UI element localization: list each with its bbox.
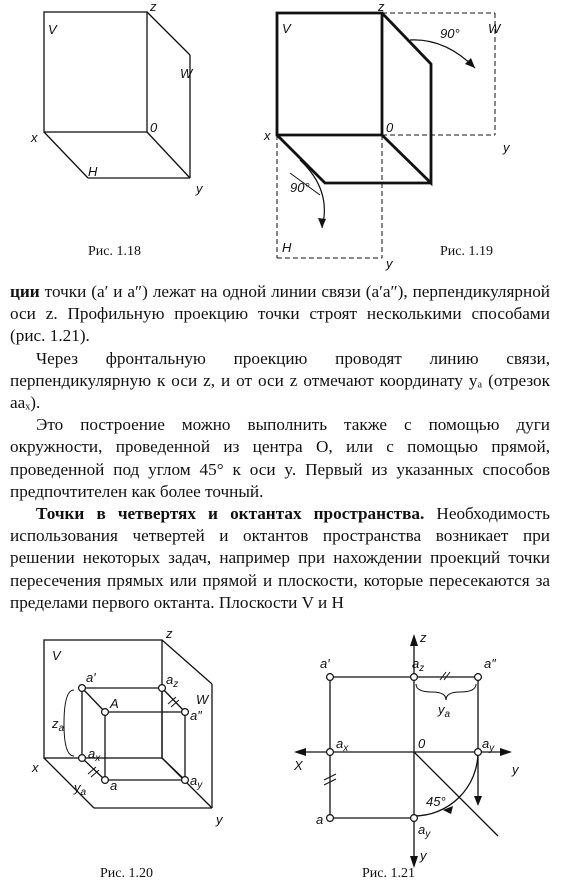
fig18-label-z: z: [150, 0, 157, 14]
fig19-label-w: W: [488, 21, 501, 36]
fig20-label-x: x: [32, 760, 39, 775]
fig20-label-a-dprime: a″: [190, 708, 202, 723]
paragraph-4-heading: Точки в четвертях и октантах пространства.: [36, 504, 425, 524]
paragraph-4: [10, 503, 550, 614]
fig19-label-y-right: y: [503, 140, 510, 155]
figure-1-18: [0, 0, 280, 270]
fig18-label-x: x: [31, 130, 38, 145]
paragraph-1-start: ции: [10, 282, 40, 301]
fig21-label-az: $a_z$: [412, 656, 425, 674]
fig21-label-y-right: y: [512, 762, 519, 777]
fig20-label-ya: $y_a$: [74, 780, 87, 798]
fig21-label-a: a: [316, 812, 324, 827]
fig21-label-ya: $y_a$: [438, 702, 451, 720]
fig19-angle-top: 90°: [440, 26, 460, 41]
fig19-caption: Рис. 1.19: [440, 244, 493, 259]
fig20-caption: Рис. 1.20: [100, 866, 153, 881]
fig21-label-angle: 45°: [426, 794, 446, 809]
fig18-label-y: y: [196, 181, 203, 196]
fig19-label-h: H: [282, 240, 292, 255]
fig21-label-x: X: [294, 758, 303, 773]
fig20-label-a-prime: a′: [86, 670, 96, 685]
fig20-label-za: $z_a$: [52, 716, 65, 734]
fig18-label-w: W: [180, 66, 193, 81]
fig20-label-z: z: [166, 626, 173, 641]
fig20-label-A: A: [110, 696, 119, 711]
fig19-label-z: z: [378, 0, 385, 14]
fig21-label-z: z: [420, 630, 427, 645]
fig20-label-a: a: [110, 778, 118, 793]
paragraph-1: [10, 281, 550, 348]
fig18-label-o: 0: [150, 120, 158, 135]
fig21-label-a-prime: a′: [320, 656, 330, 671]
fig21-caption: Рис. 1.21: [362, 866, 415, 881]
paragraph-1-rest: точки (a′ и a″) лежат на одной линии связи (a′a″), перпендикулярной оси z. Профильную проекцию точки строят несколькими способами (рис. 1.21).: [10, 282, 550, 346]
fig19-label-v: V: [282, 21, 291, 36]
figure-1-19: [260, 0, 560, 275]
figure-1-20: [0, 620, 280, 889]
fig18-label-v: V: [48, 22, 57, 37]
paragraph-3: Это построение можно выполнить также с помощью дуги окружности, проведенной из центра O, или с помощью прямой, проведенной под углом 45° к оси y. Первый из указанных способов предпочтителен как более точный.: [10, 415, 550, 501]
fig19-label-y-bottom: y: [386, 256, 393, 271]
fig21-label-ay-bottom: $a_y$: [418, 822, 431, 840]
fig20-label-ay: $a_y$: [190, 773, 203, 791]
figure-1-21: [280, 620, 562, 889]
fig21-label-o: 0: [418, 736, 426, 751]
fig21-label-y-bottom: y: [420, 848, 427, 863]
fig18-caption: Рис. 1.18: [88, 244, 141, 259]
fig20-label-az: $a_z$: [166, 672, 179, 690]
fig19-label-x: x: [264, 128, 271, 143]
fig20-label-y: y: [216, 812, 223, 827]
body-text: [10, 281, 550, 614]
fig21-label-ax: $a_x$: [336, 736, 349, 754]
fig19-label-o: 0: [386, 120, 394, 135]
paragraph-4-rest: Необходимость использования четвертей и октантов пространства возникает при решении некоторых задач, например при нахождении проекций точки пересечения прямых или прямой и плоскости, которые пересекаются за пределами первого октанта. Плоскости V и H: [10, 504, 550, 612]
fig20-label-v: V: [52, 648, 61, 663]
fig18-label-h: H: [88, 164, 98, 179]
fig20-label-ax: $a_x$: [88, 746, 101, 764]
fig20-label-w: W: [196, 692, 209, 707]
fig21-label-a-dprime: a″: [484, 656, 496, 671]
paragraph-2: Через фронтальную проекцию проводят линию связи, перпендикулярную к оси z, и от оси z отмечают координату yₐ (отрезок aaₓ).: [10, 348, 550, 413]
fig19-angle-bottom: 90°: [290, 180, 310, 195]
fig21-label-ay-right: $a_y$: [482, 736, 495, 754]
